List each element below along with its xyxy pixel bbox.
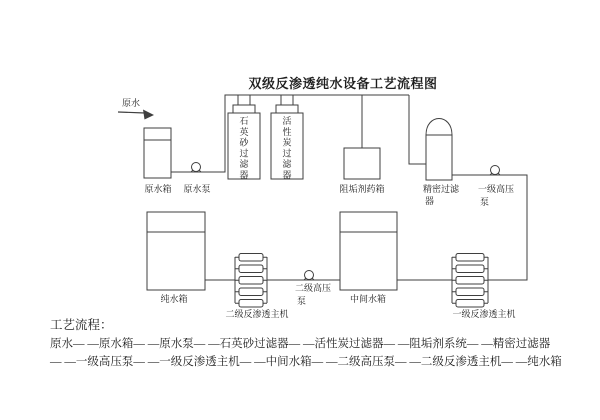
- ro2-membrane: [239, 254, 263, 262]
- raw-water-label: 原水: [121, 98, 141, 108]
- ro1-membrane: [456, 288, 484, 296]
- pure-water-tank-label: 纯水箱: [160, 294, 188, 304]
- activated-carbon-filter-label: [282, 116, 292, 180]
- svg-text:性: 性: [282, 126, 292, 137]
- svg-text:滤: 滤: [239, 159, 249, 170]
- raw-water-tank: [144, 128, 171, 178]
- pure-water-tank-body: [147, 212, 205, 290]
- ro1-membrane-ticks: [452, 257, 488, 303]
- stage2-hp-pump: [304, 271, 314, 281]
- svg-text:过: 过: [282, 148, 292, 159]
- antiscalant-dosing-box-label: 阻垢剂药箱: [339, 184, 385, 194]
- svg-text:一级高压: 一级高压: [478, 184, 515, 194]
- ro1-membrane: [456, 300, 484, 308]
- quartz-sand-filter-label: [239, 116, 249, 180]
- intermediate-water-tank-label: 中间水箱: [349, 294, 387, 304]
- raw-water-pump: [191, 163, 201, 173]
- stage1-hp-pump: [490, 166, 500, 176]
- precision-filter-body: [426, 135, 452, 180]
- precision-filter: [426, 119, 452, 181]
- stage1-ro-unit: [452, 254, 488, 308]
- svg-text:活: 活: [282, 116, 292, 126]
- intermediate-tank-body: [340, 212, 397, 290]
- pipe-to-precision-filter: [409, 95, 426, 164]
- svg-text:器: 器: [282, 170, 292, 180]
- ro2-membrane: [239, 265, 263, 273]
- ro2-membrane: [239, 300, 263, 308]
- svg-text:英: 英: [239, 126, 249, 137]
- pipe-quartz-stubs: [238, 95, 250, 105]
- raw-water-arrow-icon: [143, 110, 154, 120]
- precision-filter-dome: [426, 119, 452, 136]
- svg-text:滤: 滤: [282, 159, 292, 170]
- svg-text:石: 石: [239, 116, 249, 126]
- svg-text:精密过滤: 精密过滤: [423, 184, 460, 194]
- svg-text:器: 器: [239, 170, 249, 180]
- quartz-filter-neck: [233, 105, 255, 113]
- svg-text:泵: 泵: [297, 296, 307, 306]
- stage2-ro-unit-label: 二级反渗透主机: [225, 309, 289, 319]
- process-flow-heading: 工艺流程：: [50, 318, 113, 332]
- ro1-membrane: [456, 277, 484, 285]
- raw-water-pump-label: 原水泵: [183, 184, 211, 194]
- svg-text:过: 过: [239, 148, 249, 159]
- intermediate-water-tank: [340, 212, 397, 290]
- pump-icon: [491, 166, 500, 175]
- ro2-membrane-ticks: [235, 257, 267, 303]
- page-title: 双级反渗透纯水设备工艺流程图: [248, 76, 438, 91]
- raw-water-arrow-shaft: [118, 112, 145, 113]
- ro2-membrane: [239, 288, 263, 296]
- process-flow-text: [49, 317, 562, 368]
- raw-water-tank-label: 原水箱: [144, 184, 172, 194]
- stage2-hp-pump-label: [295, 282, 331, 306]
- precision-filter-label: [423, 183, 460, 206]
- svg-text:泵: 泵: [480, 197, 490, 207]
- svg-text:器: 器: [425, 196, 435, 206]
- svg-text:炭: 炭: [282, 137, 292, 148]
- pure-water-tank: [147, 212, 205, 290]
- raw-water-inlet: [118, 97, 154, 120]
- raw-water-tank-body: [144, 128, 171, 178]
- ro2-membrane: [239, 277, 263, 285]
- stage1-ro-unit-label: 一级反渗透主机: [452, 309, 516, 319]
- process-flow-line2: — —一级高压泵— —一级反渗透主机— —中间水箱— —二级高压泵— —二级反渗透主机— —纯水箱: [50, 356, 562, 368]
- pump-icon: [305, 271, 314, 280]
- stage2-ro-unit: [235, 254, 267, 308]
- svg-text:二级高压: 二级高压: [295, 283, 332, 293]
- process-flow-line1: 原水— —原水箱— —原水泵— —石英砂过滤器— —活性炭过滤器— —阻垢剂系统— —精密过滤器: [50, 338, 551, 350]
- ro1-membrane: [456, 265, 484, 273]
- carbon-filter-neck: [276, 105, 298, 113]
- stage1-hp-pump-label: [478, 183, 514, 207]
- pump-icon: [192, 163, 201, 172]
- antiscalant-dosing-box: [344, 148, 380, 179]
- pipe-carbon-stubs: [281, 95, 293, 105]
- ro1-membrane: [456, 254, 484, 262]
- svg-text:砂: 砂: [239, 137, 249, 148]
